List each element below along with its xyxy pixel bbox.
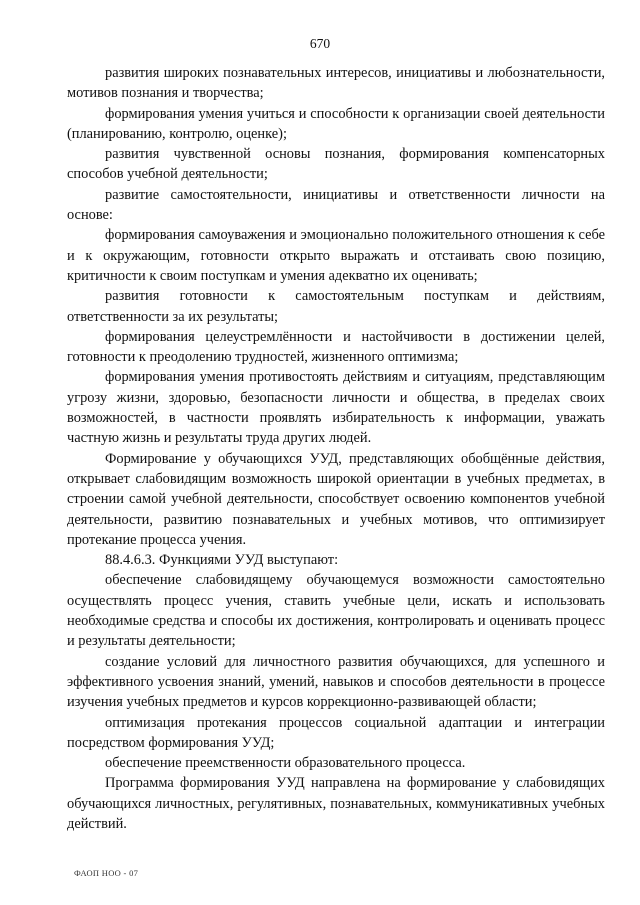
page-number: 670 (309, 36, 331, 51)
paragraph: обеспечение преемственности образовательного процесса. (105, 755, 466, 772)
footer-code: ФАОП НОО - 07 (74, 868, 139, 878)
paragraph: Программа формирования УУД направлена на формирование у слабовидящих обучающихся личностных, регулятивных, познавательных, коммуникативных учебных действий. (67, 775, 605, 832)
document-body (67, 63, 605, 834)
paragraph: формирования самоуважения и эмоционально положительного отношения к себе и к окружающим, готовности открыто выражать и отстаивать свою позицию, критичности к своим поступкам и умения адекватно их оценивать; (67, 227, 605, 284)
paragraph: развитие самостоятельности, инициативы и ответственности личности на основе: (67, 186, 605, 224)
paragraph: развития чувственной основы познания, формирования компенсаторных способов учебной деятельности; (67, 146, 605, 183)
paragraph: создание условий для личностного развития обучающихся, для успешного и эффективного усвоения знаний, умений, навыков и способов деятельности в процессе изучения учебных предметов и курсов коррекционно-развивающей области; (67, 653, 605, 711)
paragraph: формирования умения противостоять действиям и ситуациям, представляющим угрозу жизни, здоровью, безопасности личности и общества, в пределах своих возможностей, в частности проявлять избирательность к информации, уважать частную жизнь и результаты труда других людей. (67, 369, 605, 447)
paragraph: развития готовности к самостоятельным поступкам и действиям, ответственности за их результаты; (67, 288, 605, 325)
paragraph: Формирование у обучающихся УУД, представляющих обобщённые действия, открывает слабовидящим возможность широкой ориентации в учебных предметах, в строении самой учебной деятельности, способствует освоению компонентов учебной деятельности, развитию познавательных и учебных мотивов, что оптимизирует протекание процесса учения. (67, 450, 605, 548)
paragraph: обеспечение слабовидящему обучающемуся возможности самостоятельно осуществлять процесс учения, ставить учебные цели, искать и использовать необходимые средства и способы их достижения, контролировать и оценивать процесс и результаты деятельности; (67, 572, 605, 650)
paragraph: оптимизация протекания процессов социальной адаптации и интеграции посредством формирования УУД; (67, 714, 605, 751)
section-heading: 88.4.6.3. Функциями УУД выступают: (105, 552, 339, 569)
paragraph: формирования целеустремлённости и настойчивости в достижении целей, готовности к преодолению трудностей, жизненного оптимизма; (67, 328, 605, 366)
paragraph: развития широких познавательных интересов, инициативы и любознательности, мотивов познания и творчества; (67, 65, 605, 102)
paragraph: формирования умения учиться и способности к организации своей деятельности (планированию, контролю, оценке); (67, 105, 605, 142)
